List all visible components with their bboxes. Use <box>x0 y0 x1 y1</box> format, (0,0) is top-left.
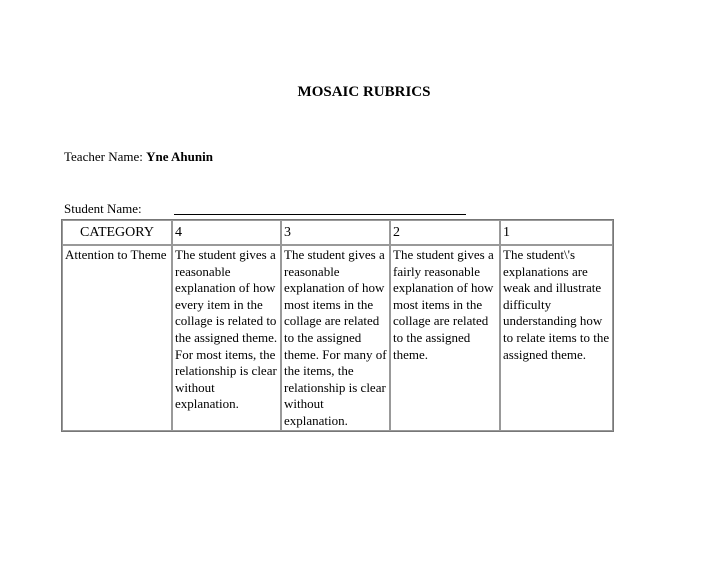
header-score-2: 2 <box>390 220 500 245</box>
row-category: Attention to Theme <box>62 245 172 431</box>
row-cell-score-1: The student\'s explanations are weak and illustrate difficulty understanding how to relate items to the assigned theme. <box>500 245 613 431</box>
rubric-row <box>62 245 613 431</box>
header-score-3: 3 <box>281 220 390 245</box>
row-cell-score-4: The student gives a reasonable explanation of how every item in the collage is related to the assigned theme. For most items, the relationship is clear without explanation. <box>172 245 281 431</box>
rubric-table <box>61 219 614 432</box>
student-name-blank <box>174 214 466 215</box>
student-name-label: Student Name: <box>64 201 142 216</box>
row-cell-score-3: The student gives a reasonable explanation of how most items in the collage are related to the assigned theme. For many of the items, the relationship is clear without explanation. <box>281 245 390 431</box>
header-score-4: 4 <box>172 220 281 245</box>
document-title: MOSAIC RUBRICS <box>297 84 431 100</box>
teacher-name-label: Teacher Name: <box>64 149 143 164</box>
teacher-name-line <box>64 149 213 165</box>
teacher-name-value: Yne Ahunin <box>146 149 213 164</box>
header-score-1: 1 <box>500 220 613 245</box>
rubric-header-row <box>62 220 613 245</box>
row-cell-score-2: The student gives a fairly reasonable explanation of how most items in the collage are related to the assigned theme. <box>390 245 500 431</box>
header-category: CATEGORY <box>62 220 172 245</box>
student-name-line <box>64 201 484 217</box>
